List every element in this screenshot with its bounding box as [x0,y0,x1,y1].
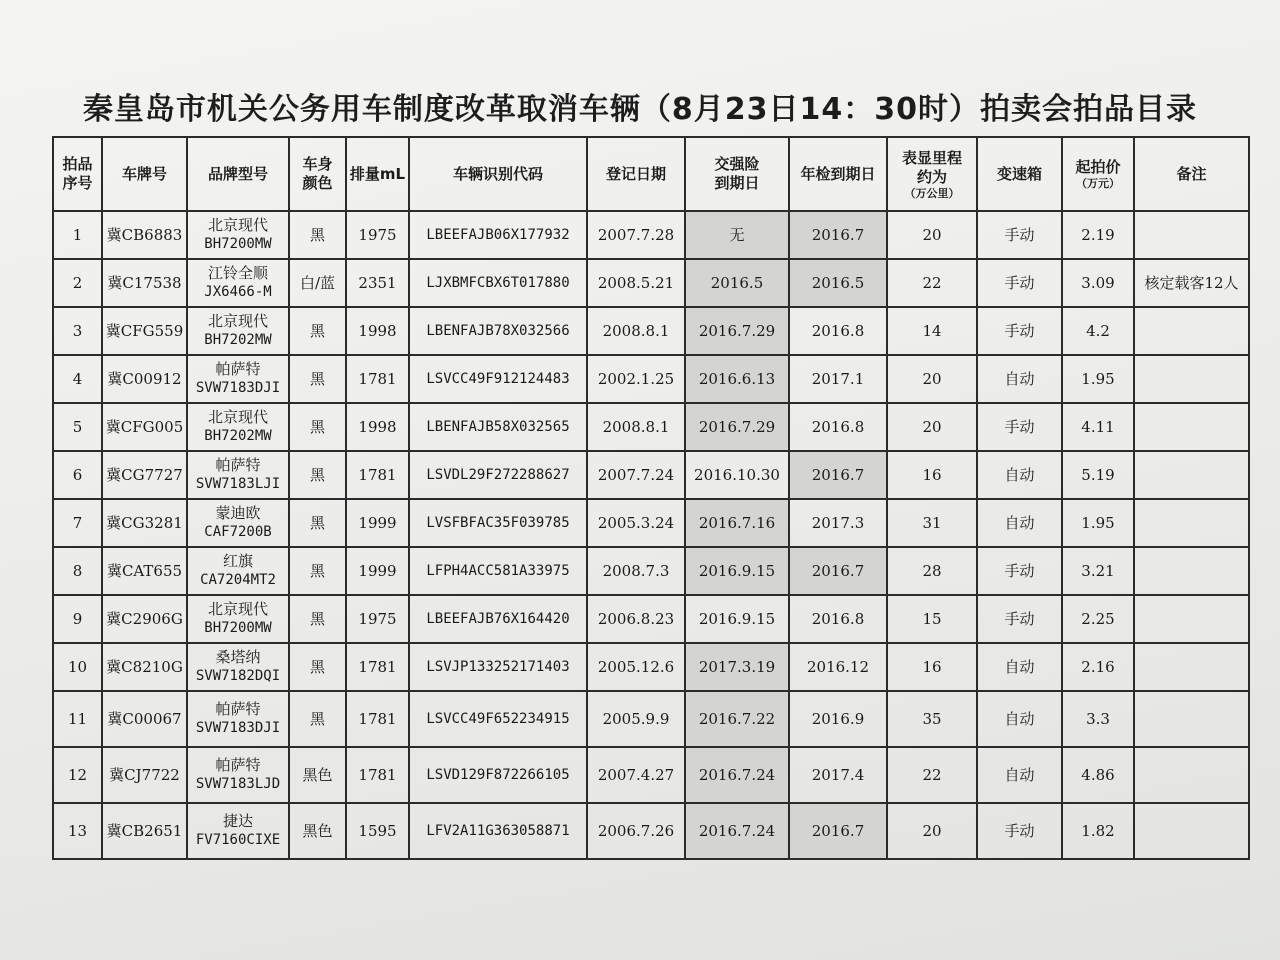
cell-vin: LVSFBFAC35F039785 [409,499,587,547]
header-seq: 拍品 序号 [53,137,102,211]
cell-vin: LSVDL29F272288627 [409,451,587,499]
header-inspection-expiry: 年检到期日 [789,137,887,211]
cell-insurance-expiry: 2016.7.24 [685,747,789,803]
brand-name: 帕萨特 [215,456,261,474]
cell-plate: 冀CFG559 [102,307,187,355]
cell-plate: 冀CB6883 [102,211,187,259]
cell-brand-model [187,643,289,691]
cell-color: 黑 [289,451,346,499]
cell-displacement: 2351 [346,259,409,307]
table-row [53,747,1249,803]
header-registration-date: 登记日期 [587,137,685,211]
header-model: 品牌型号 [187,137,289,211]
cell-mileage: 16 [887,451,977,499]
cell-start-price: 4.86 [1062,747,1134,803]
cell-brand-model [187,747,289,803]
cell-start-price: 3.09 [1062,259,1134,307]
header-mileage: 表显里程 约为 （万公里） [887,137,977,211]
cell-note [1134,691,1249,747]
cell-registration-date: 2008.5.21 [587,259,685,307]
cell-insurance-expiry: 2016.6.13 [685,355,789,403]
cell-start-price: 2.19 [1062,211,1134,259]
cell-inspection-expiry: 2016.7 [789,547,887,595]
cell-gearbox: 自动 [977,691,1062,747]
model-code: CAF7200B [204,524,272,540]
cell-note [1134,355,1249,403]
model-code: FV7160CIXE [195,832,281,848]
cell-gearbox: 自动 [977,643,1062,691]
cell-mileage: 20 [887,355,977,403]
cell-vin: LBENFAJB78X032566 [409,307,587,355]
cell-note [1134,547,1249,595]
cell-mileage: 22 [887,747,977,803]
cell-plate: 冀C2906G [102,595,187,643]
cell-insurance-expiry: 2016.7.29 [685,307,789,355]
cell-start-price: 4.2 [1062,307,1134,355]
cell-seq: 2 [53,259,102,307]
cell-mileage: 14 [887,307,977,355]
cell-brand-model [187,547,289,595]
model-code: SVW7183LJI [195,476,281,492]
brand-name: 帕萨特 [215,360,261,378]
cell-vin: LFV2A11G363058871 [409,803,587,859]
cell-mileage: 15 [887,595,977,643]
brand-name: 北京现代 [207,600,268,618]
cell-vin: LSVCC49F652234915 [409,691,587,747]
cell-color: 黑 [289,499,346,547]
cell-displacement: 1595 [346,803,409,859]
cell-insurance-expiry: 2017.3.19 [685,643,789,691]
cell-note [1134,499,1249,547]
cell-displacement: 1999 [346,499,409,547]
cell-inspection-expiry: 2017.1 [789,355,887,403]
cell-note: 核定载客12人 [1134,259,1249,307]
brand-name: 江铃全顺 [207,264,268,282]
cell-insurance-expiry: 无 [685,211,789,259]
cell-seq: 5 [53,403,102,451]
model-code: SVW7183DJI [195,380,281,396]
cell-brand-model [187,307,289,355]
header-plate: 车牌号 [102,137,187,211]
cell-brand-model [187,259,289,307]
cell-mileage: 20 [887,211,977,259]
model-code: CA7204MT2 [200,572,276,588]
cell-gearbox: 手动 [977,803,1062,859]
cell-insurance-expiry: 2016.9.15 [685,547,789,595]
cell-plate: 冀C00912 [102,355,187,403]
brand-name: 蒙迪欧 [215,504,261,522]
table-body [53,211,1249,859]
cell-plate: 冀C00067 [102,691,187,747]
model-code: JX6466-M [204,284,272,300]
model-code: BH7200MW [204,236,272,252]
cell-plate: 冀CJ7722 [102,747,187,803]
cell-vin: LBEEFAJB06X177932 [409,211,587,259]
table-row [53,691,1249,747]
cell-brand-model [187,451,289,499]
cell-registration-date: 2007.4.27 [587,747,685,803]
header-note: 备注 [1134,137,1249,211]
cell-seq: 7 [53,499,102,547]
cell-insurance-expiry: 2016.7.22 [685,691,789,747]
cell-plate: 冀CG3281 [102,499,187,547]
cell-color: 黑 [289,355,346,403]
cell-registration-date: 2008.8.1 [587,403,685,451]
cell-inspection-expiry: 2016.8 [789,307,887,355]
cell-gearbox: 手动 [977,211,1062,259]
table-row [53,403,1249,451]
cell-color: 黑 [289,691,346,747]
document-title: 秦皇岛市机关公务用车制度改革取消车辆（8月23日14：30时）拍卖会拍品目录 [82,92,1198,127]
cell-registration-date: 2005.9.9 [587,691,685,747]
cell-displacement: 1781 [346,643,409,691]
cell-gearbox: 自动 [977,499,1062,547]
cell-vin: LBENFAJB58X032565 [409,403,587,451]
cell-displacement: 1998 [346,307,409,355]
cell-start-price: 2.25 [1062,595,1134,643]
cell-plate: 冀CB2651 [102,803,187,859]
cell-note [1134,595,1249,643]
cell-mileage: 31 [887,499,977,547]
brand-name: 帕萨特 [215,700,261,718]
cell-registration-date: 2005.12.6 [587,643,685,691]
brand-name: 北京现代 [207,312,268,330]
cell-inspection-expiry: 2016.7 [789,211,887,259]
cell-seq: 3 [53,307,102,355]
cell-mileage: 16 [887,643,977,691]
header-gearbox: 变速箱 [977,137,1062,211]
cell-brand-model [187,595,289,643]
cell-registration-date: 2007.7.28 [587,211,685,259]
cell-note [1134,643,1249,691]
cell-color: 黑 [289,547,346,595]
cell-insurance-expiry: 2016.7.29 [685,403,789,451]
cell-color: 黑 [289,403,346,451]
cell-registration-date: 2007.7.24 [587,451,685,499]
cell-gearbox: 手动 [977,403,1062,451]
table-row [53,307,1249,355]
cell-insurance-expiry: 2016.9.15 [685,595,789,643]
cell-registration-date: 2008.7.3 [587,547,685,595]
model-code: BH7202MW [204,428,272,444]
brand-name: 北京现代 [207,216,268,234]
cell-seq: 8 [53,547,102,595]
cell-note [1134,211,1249,259]
cell-displacement: 1781 [346,691,409,747]
cell-brand-model [187,499,289,547]
cell-plate: 冀C8210G [102,643,187,691]
model-code: BH7200MW [204,620,272,636]
model-code: SVW7183DJI [195,720,281,736]
cell-displacement: 1975 [346,211,409,259]
cell-color: 黑 [289,595,346,643]
cell-color: 白/蓝 [289,259,346,307]
brand-name: 北京现代 [207,408,268,426]
cell-brand-model [187,691,289,747]
table-row [53,499,1249,547]
cell-seq: 11 [53,691,102,747]
cell-start-price: 3.3 [1062,691,1134,747]
cell-insurance-expiry: 2016.10.30 [685,451,789,499]
cell-color: 黑 [289,307,346,355]
table-row [53,643,1249,691]
cell-seq: 1 [53,211,102,259]
cell-note [1134,451,1249,499]
cell-registration-date: 2005.3.24 [587,499,685,547]
cell-registration-date: 2002.1.25 [587,355,685,403]
cell-seq: 6 [53,451,102,499]
cell-note [1134,747,1249,803]
cell-vin: LSVCC49F912124483 [409,355,587,403]
brand-name: 帕萨特 [215,756,261,774]
table-row [53,803,1249,859]
cell-color: 黑 [289,643,346,691]
cell-mileage: 28 [887,547,977,595]
cell-start-price: 4.11 [1062,403,1134,451]
header-displacement: 排量mL [346,137,409,211]
cell-vin: LJXBMFCBX6T017880 [409,259,587,307]
cell-displacement: 1975 [346,595,409,643]
cell-insurance-expiry: 2016.7.16 [685,499,789,547]
cell-displacement: 1781 [346,355,409,403]
cell-plate: 冀CFG005 [102,403,187,451]
cell-inspection-expiry: 2016.7 [789,451,887,499]
model-code: BH7202MW [204,332,272,348]
cell-note [1134,403,1249,451]
cell-start-price: 1.95 [1062,499,1134,547]
header-color: 车身 颜色 [289,137,346,211]
cell-color: 黑色 [289,747,346,803]
cell-vin: LSVD129F872266105 [409,747,587,803]
cell-gearbox: 自动 [977,451,1062,499]
cell-start-price: 5.19 [1062,451,1134,499]
cell-inspection-expiry: 2016.8 [789,595,887,643]
cell-displacement: 1781 [346,451,409,499]
cell-vin: LBEEFAJB76X164420 [409,595,587,643]
cell-insurance-expiry: 2016.7.24 [685,803,789,859]
table-row [53,451,1249,499]
cell-seq: 9 [53,595,102,643]
cell-vin: LFPH4ACC581A33975 [409,547,587,595]
cell-mileage: 20 [887,403,977,451]
table-row [53,211,1249,259]
header-row [53,137,1249,211]
table-row [53,259,1249,307]
cell-gearbox: 手动 [977,259,1062,307]
cell-gearbox: 手动 [977,595,1062,643]
cell-insurance-expiry: 2016.5 [685,259,789,307]
brand-name: 红旗 [222,552,253,570]
table-row [53,547,1249,595]
table-row [53,595,1249,643]
cell-inspection-expiry: 2016.5 [789,259,887,307]
cell-inspection-expiry: 2016.12 [789,643,887,691]
cell-inspection-expiry: 2017.3 [789,499,887,547]
cell-registration-date: 2006.7.26 [587,803,685,859]
cell-plate: 冀C17538 [102,259,187,307]
header-vin: 车辆识别代码 [409,137,587,211]
cell-brand-model [187,211,289,259]
cell-registration-date: 2008.8.1 [587,307,685,355]
model-code: SVW7182DQI [195,668,281,684]
cell-plate: 冀CG7727 [102,451,187,499]
cell-note [1134,307,1249,355]
cell-inspection-expiry: 2016.9 [789,691,887,747]
cell-vin: LSVJP133252171403 [409,643,587,691]
cell-gearbox: 自动 [977,747,1062,803]
model-code: SVW7183LJD [195,776,281,792]
cell-brand-model [187,355,289,403]
cell-displacement: 1781 [346,747,409,803]
cell-displacement: 1999 [346,547,409,595]
cell-gearbox: 手动 [977,547,1062,595]
cell-displacement: 1998 [346,403,409,451]
cell-seq: 10 [53,643,102,691]
cell-gearbox: 手动 [977,307,1062,355]
auction-vehicle-table [52,136,1250,860]
cell-start-price: 1.95 [1062,355,1134,403]
header-insurance-expiry: 交强险 到期日 [685,137,789,211]
cell-brand-model [187,403,289,451]
table-row [53,355,1249,403]
cell-gearbox: 自动 [977,355,1062,403]
cell-note [1134,803,1249,859]
cell-registration-date: 2006.8.23 [587,595,685,643]
cell-brand-model [187,803,289,859]
header-start-price: 起拍价 （万元） [1062,137,1134,211]
cell-seq: 12 [53,747,102,803]
brand-name: 桑塔纳 [215,648,261,666]
brand-name: 捷达 [222,812,253,830]
cell-plate: 冀CAT655 [102,547,187,595]
cell-inspection-expiry: 2016.7 [789,803,887,859]
cell-inspection-expiry: 2017.4 [789,747,887,803]
cell-start-price: 3.21 [1062,547,1134,595]
cell-seq: 4 [53,355,102,403]
cell-mileage: 20 [887,803,977,859]
cell-mileage: 35 [887,691,977,747]
cell-start-price: 1.82 [1062,803,1134,859]
cell-seq: 13 [53,803,102,859]
cell-inspection-expiry: 2016.8 [789,403,887,451]
cell-mileage: 22 [887,259,977,307]
cell-color: 黑色 [289,803,346,859]
cell-color: 黑 [289,211,346,259]
cell-start-price: 2.16 [1062,643,1134,691]
